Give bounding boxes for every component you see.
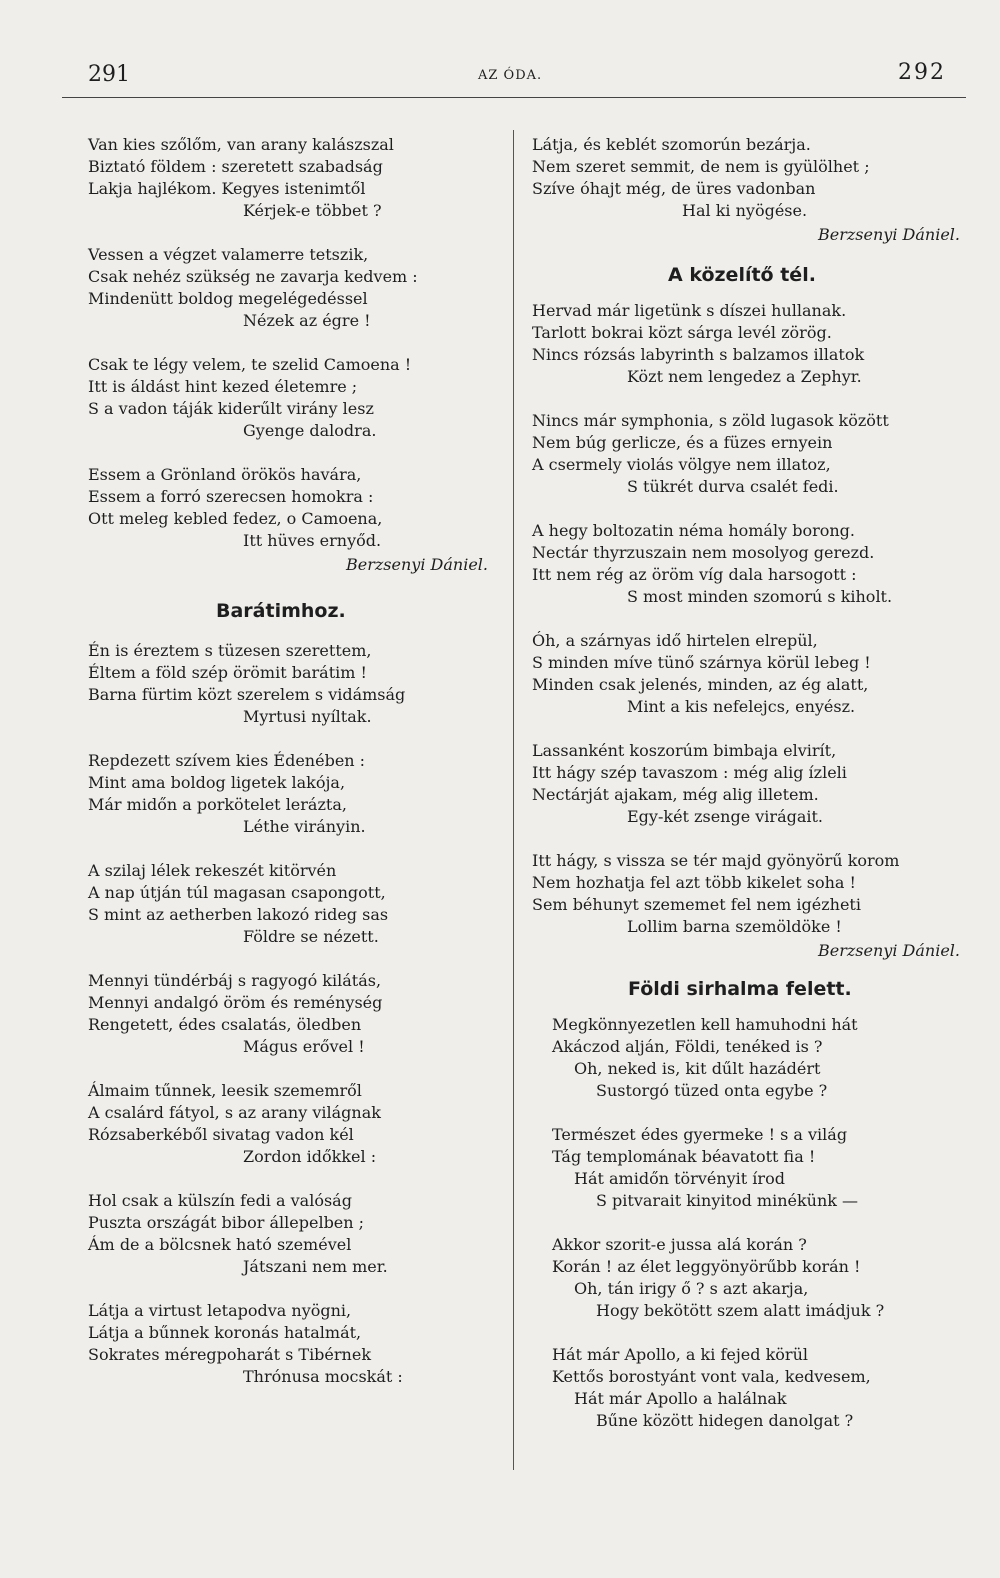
verse-line: Hát amidőn törvényit írod	[574, 1169, 785, 1188]
verse-line: Látja a virtust letapodva nyögni,	[88, 1301, 352, 1320]
verse-line: Kettős borostyánt vont vala, kedvesem,	[552, 1367, 871, 1386]
verse-line: Megkönnyezetlen kell hamuhodni hát	[552, 1015, 858, 1034]
verse-line: Földre se nézett.	[243, 927, 379, 946]
stanza	[88, 1080, 498, 1168]
verse-line: Oh, tán irigy ő ? s azt akarja,	[574, 1279, 809, 1298]
verse-line: Nem szeret semmit, de nem is gyülölhet ;	[532, 157, 870, 176]
verse-line: Játszani nem mer.	[243, 1257, 388, 1276]
left-column	[88, 134, 498, 1410]
verse-line: Puszta országát bibor állepelben ;	[88, 1213, 365, 1232]
verse-line: A csalárd fátyol, s az arany világnak	[88, 1103, 381, 1122]
verse-line: Nincs már symphonia, s zöld lugasok között	[532, 411, 889, 430]
verse-line: Nem búg gerlicze, és a füzes ernyein	[532, 433, 833, 452]
verse-line: Itt hágy, s vissza se tér majd gyönyörű korom	[532, 851, 900, 870]
poem-title: Földi sirhalma felett.	[628, 978, 852, 1000]
verse-line: A nap útján túl magasan csapongott,	[88, 883, 386, 902]
verse-line: Lassanként koszorúm bimbaja elvirít,	[532, 741, 837, 760]
stanza	[532, 1014, 972, 1102]
verse-line: Lakja hajlékom. Kegyes istenimtől	[88, 179, 366, 198]
verse-line: Léthe virányin.	[243, 817, 366, 836]
verse-line: Myrtusi nyíltak.	[243, 707, 372, 726]
right-column	[532, 134, 972, 1432]
verse-line: Látja a bűnnek koronás hatalmát,	[88, 1323, 362, 1342]
verse-line: S a vadon táják kiderűlt virány lesz	[88, 399, 374, 418]
author-signature: Berzsenyi Dániel.	[818, 941, 960, 960]
verse-line: Nem hozhatja fel azt több kikelet soha !	[532, 873, 856, 892]
running-header: AZ ÓDA.	[478, 68, 543, 83]
verse-line: Zordon időkkel :	[243, 1147, 377, 1166]
verse-line: Hal ki nyögése.	[682, 201, 808, 220]
verse-line: S pitvarait kinyitod minékünk —	[596, 1191, 859, 1210]
verse-line: Óh, a szárnyas idő hirtelen elrepül,	[532, 631, 818, 650]
stanza	[532, 1344, 972, 1432]
verse-line: Mindenütt boldog megelégedéssel	[88, 289, 368, 308]
verse-line: Nectár thyrzuszain nem mosolyog gerezd.	[532, 543, 875, 562]
stanza	[532, 630, 972, 718]
stanza	[88, 860, 498, 948]
verse-line: Akkor szorit-e jussa alá korán ?	[552, 1235, 807, 1254]
verse-line: Már midőn a porkötelet lerázta,	[88, 795, 347, 814]
verse-line: Nectárját ajakam, még alig illetem.	[532, 785, 819, 804]
stanza	[532, 410, 972, 498]
verse-line: Csak te légy velem, te szelid Camoena !	[88, 355, 412, 374]
verse-line: Sokrates méregpoharát s Tibérnek	[88, 1345, 372, 1364]
verse-line: Tarlott bokrai közt sárga levél zörög.	[532, 323, 832, 342]
author-signature: Berzsenyi Dániel.	[818, 225, 960, 244]
author-signature: Berzsenyi Dániel.	[346, 555, 488, 574]
poem-title: A közelítő tél.	[668, 264, 816, 286]
verse-line: Mint a kis nefelejcs, enyész.	[627, 697, 856, 716]
verse-line: Közt nem lengedez a Zephyr.	[627, 367, 862, 386]
verse-line: Én is éreztem s tüzesen szerettem,	[88, 641, 372, 660]
verse-line: Oh, neked is, kit dűlt hazádért	[574, 1059, 821, 1078]
stanza	[88, 354, 498, 442]
verse-line: Sem béhunyt szememet fel nem igézheti	[532, 895, 861, 914]
right-page-number: 292	[898, 60, 946, 85]
verse-line: Tág templomának béavatott fia !	[552, 1147, 816, 1166]
verse-line: S most minden szomorú s kiholt.	[627, 587, 893, 606]
verse-line: Természet édes gyermeke ! s a világ	[552, 1125, 848, 1144]
verse-line: Mágus erővel !	[243, 1037, 365, 1056]
verse-line: Csak nehéz szükség ne zavarja kedvem :	[88, 267, 418, 286]
stanza	[532, 520, 972, 608]
verse-line: Hogy bekötött szem alatt imádjuk ?	[596, 1301, 885, 1320]
verse-line: Rózsaberkéből sivatag vadon kél	[88, 1125, 354, 1144]
verse-line: Álmaim tűnnek, leesik szememről	[88, 1081, 362, 1100]
verse-line: Biztató földem : szeretett szabadság	[88, 157, 383, 176]
stanza	[88, 464, 498, 552]
verse-line: S minden míve tünő szárnya körül lebeg !	[532, 653, 871, 672]
verse-line: Ott meleg kebled fedez, o Camoena,	[88, 509, 383, 528]
verse-line: Hervad már ligetünk s díszei hullanak.	[532, 301, 847, 320]
verse-line: Lollim barna szemöldöke !	[627, 917, 842, 936]
verse-line: Vessen a végzet valamerre tetszik,	[88, 245, 369, 264]
verse-line: Thrónusa mocskát :	[243, 1367, 403, 1386]
stanza	[88, 244, 498, 332]
stanza	[532, 740, 972, 828]
verse-line: Kérjek-e többet ?	[243, 201, 382, 220]
verse-line: S tükrét durva csalét fedi.	[627, 477, 839, 496]
verse-line: Mennyi andalgó öröm és reménység	[88, 993, 383, 1012]
verse-line: Barna fürtim közt szerelem s vidámság	[88, 685, 406, 704]
verse-line: Nincs rózsás labyrinth s balzamos illatok	[532, 345, 865, 364]
verse-line: Itt nem rég az öröm víg dala harsogott :	[532, 565, 857, 584]
header-rule	[62, 97, 966, 98]
stanza	[532, 1124, 972, 1212]
verse-line: Bűne között hidegen danolgat ?	[596, 1411, 854, 1430]
verse-line: Itt hüves ernyőd.	[243, 531, 382, 550]
verse-line: Itt is áldást hint kezed életemre ;	[88, 377, 358, 396]
verse-line: Itt hágy szép tavaszom : még alig ízleli	[532, 763, 847, 782]
verse-line: Repdezett szívem kies Édenében :	[88, 751, 366, 770]
stanza	[532, 1234, 972, 1322]
verse-line: Egy-két zsenge virágait.	[627, 807, 824, 826]
left-page-number: 291	[88, 62, 130, 87]
verse-line: Van kies szőlőm, van arany kalászszal	[88, 135, 394, 154]
stanza	[88, 640, 498, 728]
verse-line: Hol csak a külszín fedi a valóság	[88, 1191, 352, 1210]
verse-line: Ám de a bölcsnek ható szemével	[88, 1235, 352, 1254]
stanza	[88, 1190, 498, 1278]
verse-line: Minden csak jelenés, minden, az ég alatt,	[532, 675, 869, 694]
stanza	[88, 750, 498, 838]
verse-line: Mint ama boldog ligetek lakója,	[88, 773, 346, 792]
verse-line: Nézek az égre !	[243, 311, 371, 330]
verse-line: Mennyi tündérbáj s ragyogó kilátás,	[88, 971, 382, 990]
verse-line: Gyenge dalodra.	[243, 421, 377, 440]
verse-line: A csermely violás völgye nem illatoz,	[532, 455, 831, 474]
verse-line: S mint az aetherben lakozó rideg sas	[88, 905, 389, 924]
verse-line: Akáczod alján, Földi, tenéked is ?	[552, 1037, 823, 1056]
stanza	[88, 134, 498, 222]
verse-line: Essem a Grönland örökös havára,	[88, 465, 362, 484]
verse-line: Éltem a föld szép örömit barátim !	[88, 663, 367, 682]
verse-line: Sustorgó tüzed onta egybe ?	[596, 1081, 828, 1100]
verse-line: Korán ! az élet leggyönyörűbb korán !	[552, 1257, 861, 1276]
verse-line: A hegy boltozatin néma homály borong.	[532, 521, 855, 540]
stanza	[532, 300, 972, 388]
stanza	[88, 970, 498, 1058]
column-divider	[513, 130, 514, 1470]
verse-line: Szíve óhajt még, de üres vadonban	[532, 179, 816, 198]
verse-line: A szilaj lélek rekeszét kitörvén	[88, 861, 337, 880]
verse-line: Essem a forró szerecsen homokra :	[88, 487, 374, 506]
poem-title: Barátimhoz.	[216, 600, 346, 622]
verse-line: Látja, és keblét szomorún bezárja.	[532, 135, 811, 154]
verse-line: Rengetett, édes csalatás, öledben	[88, 1015, 362, 1034]
verse-line: Hát már Apollo, a ki fejed körül	[552, 1345, 808, 1364]
stanza	[532, 850, 972, 938]
verse-line: Hát már Apollo a halálnak	[574, 1389, 787, 1408]
stanza	[88, 1300, 498, 1388]
stanza	[532, 134, 972, 222]
